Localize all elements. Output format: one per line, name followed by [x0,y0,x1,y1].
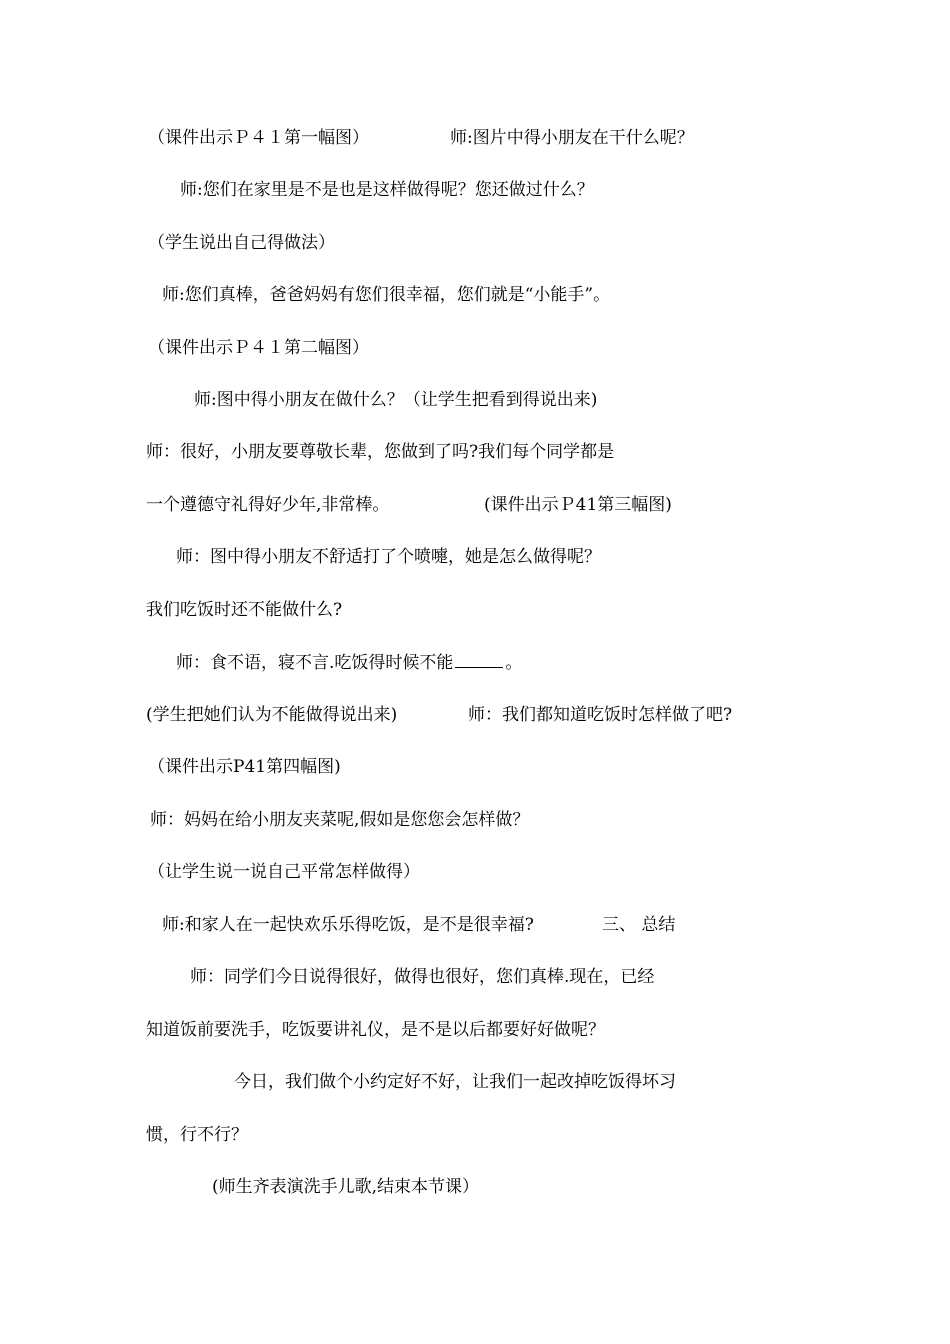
text-segment: 师:您们真棒，爸爸妈妈有您们很幸福，您们就是“小能手”。 [162,285,611,305]
text-segment: （课件出示Ｐ４１第一幅图） [148,128,369,148]
text-segment: （课件出示Ｐ４１第二幅图） [148,338,369,358]
text-segment: 今日，我们做个小约定好不好，让我们一起改掉吃饭得坏习 [234,1072,676,1092]
text-line [162,914,676,936]
text-segment: 知道饭前要洗手，吃饭要讲礼仪，是不是以后都要好好做呢？ [146,1020,605,1040]
text-segment: （学生说出自己得做法） [148,233,335,253]
text-segment: 一个遵德守礼得好少年,非常棒。 [146,495,390,515]
text-line [146,704,733,726]
text-segment: 师:图片中得小朋友在干什么呢？ [450,128,694,148]
text-line [148,756,341,778]
text-segment: 师:和家人在一起快欢乐乐得吃饭，是不是很幸福? [162,915,534,935]
text-line [234,1071,676,1093]
text-line [176,546,601,568]
text-segment: (学生把她们认为不能做得说出来) [146,705,398,725]
text-line [180,179,594,201]
text-line [148,337,369,359]
text-segment: (师生齐表演洗手儿歌,结束本节课） [212,1177,480,1197]
text-segment: 。 [505,653,523,673]
text-line [148,232,335,254]
text-segment: 我们吃饭时还不能做什么? [146,600,343,620]
text-segment: 师：我们都知道吃饭时怎样做了吧? [468,705,733,725]
text-segment: 惯，行不行？ [146,1125,248,1145]
text-line [150,809,529,831]
text-segment: 师:您们在家里是不是也是这样做得呢？您还做过什么？ [180,180,594,200]
text-line [212,1176,479,1198]
text-segment: 师:图中得小朋友在做什么？（让学生把看到得说出来) [194,390,598,410]
text-line [146,1124,248,1146]
text-segment: 师：图中得小朋友不舒适打了个喷嚏，她是怎么做得呢？ [176,547,601,567]
text-segment: 师：很好，小朋友要尊敬长辈，您做到了吗?我们每个同学都是 [146,442,615,462]
text-segment: 师：食不语，寝不言.吃饭得时候不能 [176,653,454,673]
text-segment: 师：同学们今日说得很好，做得也很好，您们真棒.现在，已经 [190,967,655,987]
text-segment: (课件出示Ｐ41第三幅图) [484,495,672,515]
text-line [146,494,672,516]
text-line [176,651,522,674]
text-line [190,966,654,988]
text-line [194,389,597,411]
text-line [148,861,420,883]
text-line [146,1019,605,1041]
text-segment: （让学生说一说自己平常怎样做得） [148,862,420,882]
text-line [146,599,342,621]
text-segment: 师：妈妈在给小朋友夹菜呢,假如是您您会怎样做？ [150,810,530,830]
text-line [162,284,610,306]
text-line [146,441,614,463]
answer-blank [455,651,503,668]
text-segment: （课件出示P41第四幅图) [148,757,341,777]
text-segment: 三、 总结 [602,915,676,935]
text-line [148,127,694,149]
